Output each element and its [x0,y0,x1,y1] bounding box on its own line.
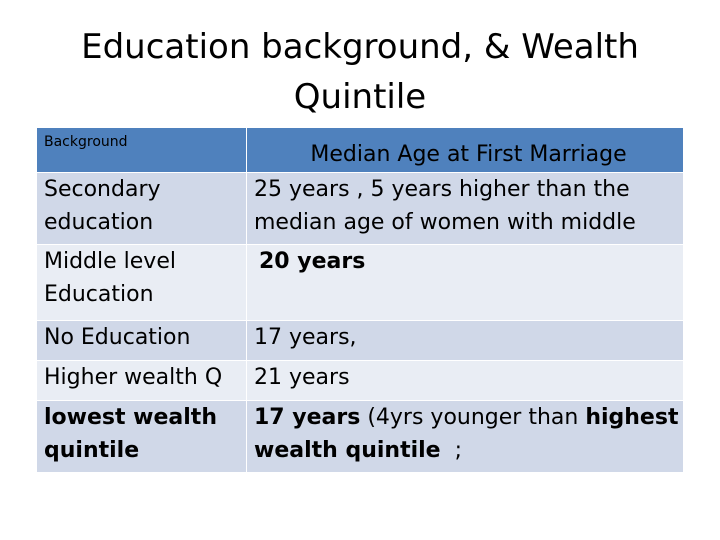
age-plain-part: (4yrs younger than [360,405,586,430]
cell-background-text: Middle level Education [44,249,176,307]
cell-median-age-text: 17 years, [254,325,357,350]
table-row [37,401,684,473]
cell-median-age-text: 21 years [254,365,350,390]
cell-background [37,173,247,245]
table-header-row [37,128,684,173]
header-background: Background [37,128,247,173]
cell-median-age-text: 20 years [259,249,366,274]
table-row [37,361,684,401]
age-plain-part: ; [440,438,463,463]
slide-title-line-2: Quintile [293,77,427,117]
cell-median-age [247,361,684,401]
cell-background [37,361,247,401]
cell-background-text: lowest wealth quintile [44,405,217,463]
cell-background-text: Higher wealth Q [44,365,223,390]
table-row [37,173,684,245]
slide-title-line-1: Education background, & Wealth [81,27,639,67]
table-row [37,245,684,321]
cell-median-age [247,321,684,361]
age-bold-part: 17 years [254,405,361,430]
age-bold-part: highest wealth quintile [254,405,679,463]
cell-background-text: Secondary education [44,177,161,235]
table-row [37,321,684,361]
cell-median-age [247,173,684,245]
cell-median-age [247,245,684,321]
cell-background [37,245,247,321]
cell-median-age-text [254,405,678,463]
cell-background [37,321,247,361]
cell-median-age [247,401,684,473]
cell-background [37,401,247,473]
slide-title [0,22,720,122]
header-median-age: Median Age at First Marriage [247,128,684,173]
cell-background-text: No Education [44,325,191,350]
marriage-age-table [36,127,684,473]
cell-median-age-text: 25 years , 5 years higher than the median age of women with middle [254,177,636,235]
